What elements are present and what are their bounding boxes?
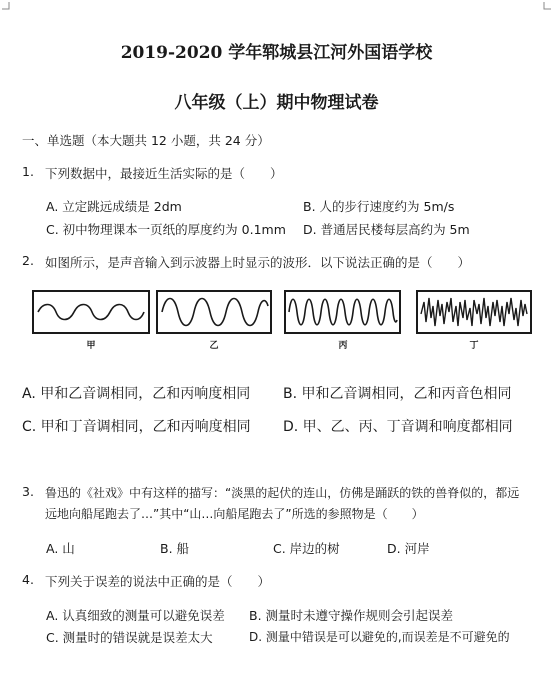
question-3-option-d: D. 河岸 <box>387 541 430 556</box>
waveform-ding <box>416 290 532 334</box>
question-2-option-b: B. 甲和乙音调相同，乙和丙音色相同 <box>283 386 512 402</box>
exam-subtitle: 八年级（上）期中物理试卷 <box>174 93 379 113</box>
question-4-option-b: B. 测量时未遵守操作规则会引起误差 <box>249 608 454 623</box>
section-heading: 一、单选题（本大题共 12 小题，共 24 分） <box>22 133 270 148</box>
question-1-option-b: B. 人的步行速度约为 5m/s <box>303 199 455 214</box>
question-3-option-a: A. 山 <box>46 541 75 556</box>
corner-mark-top-right <box>543 2 551 10</box>
question-4-number: 4. <box>22 572 34 587</box>
exam-title: 2019-2020 学年郓城县江河外国语学校 <box>120 43 433 63</box>
question-4-option-c: C. 测量时的错误就是误差太大 <box>46 630 213 645</box>
question-4-option-d: D. 测量中错误是可以避免的,而误差是不可避免的 <box>249 630 510 644</box>
question-3-option-b: B. 船 <box>160 541 190 556</box>
question-3-option-c: C. 岸边的树 <box>273 541 340 556</box>
question-3-text-line-2: 远地向船尾跑去了…”其中“山…向船尾跑去了”所选的参照物是（ ） <box>45 507 424 521</box>
question-2-option-d: D. 甲、乙、丙、丁音调和响度都相同 <box>283 419 513 435</box>
question-2-text: 如图所示，是声音输入到示波器上时显示的波形．以下说法正确的是（ ） <box>45 255 471 270</box>
waveform-label-ding: 丁 <box>469 341 479 351</box>
question-3-text-line-1: 鲁迅的《社戏》中有这样的描写：“淡黑的起伏的连山，仿佛是踊跃的铁的兽脊似的，都远 <box>45 486 520 500</box>
waveform-label-yi: 乙 <box>209 341 219 351</box>
question-3-number: 3. <box>22 484 34 499</box>
question-1-option-c: C. 初中物理课本一页纸的厚度约为 0.1mm <box>46 222 286 237</box>
question-2-option-c: C. 甲和丁音调相同，乙和丙响度相同 <box>22 419 251 435</box>
waveform-jia <box>32 290 150 334</box>
corner-mark-top-left <box>2 2 10 10</box>
question-1-text: 下列数据中，最接近生活实际的是（ ） <box>45 166 283 181</box>
question-4-option-a: A. 认真细致的测量可以避免误差 <box>46 608 225 623</box>
question-2-number: 2. <box>22 253 34 268</box>
question-2-option-a: A. 甲和乙音调相同，乙和丙响度相同 <box>22 386 251 402</box>
question-1-option-a: A. 立定跳远成绩是 2dm <box>46 199 182 214</box>
question-1-number: 1. <box>22 164 34 179</box>
waveform-yi <box>156 290 272 334</box>
waveform-label-bing: 丙 <box>338 341 348 351</box>
question-1-option-d: D. 普通居民楼每层高约为 5m <box>303 222 470 237</box>
question-4-text: 下列关于误差的说法中正确的是（ ） <box>45 574 271 589</box>
waveform-bing <box>284 290 401 334</box>
waveform-label-jia: 甲 <box>86 341 96 351</box>
